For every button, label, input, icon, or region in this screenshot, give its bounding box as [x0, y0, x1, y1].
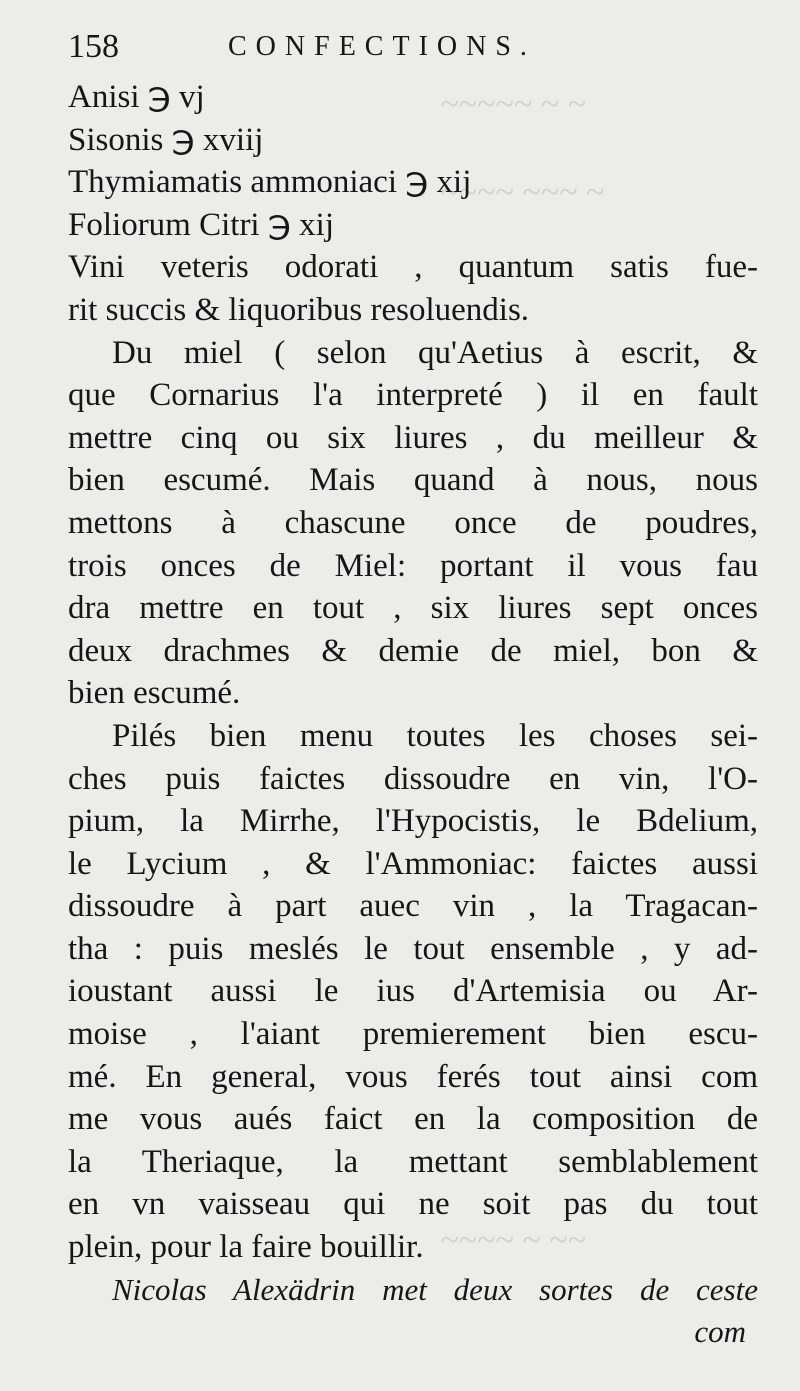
text-line: que Cornarius l'a interpreté ) il en fault — [68, 377, 758, 414]
text-line: Vini veteris odorati , quantum satis fue- — [68, 249, 758, 286]
text-line: dra mettre en tout , six liures sept onces — [68, 590, 758, 627]
text-line: Anisi ℈ vj — [68, 79, 205, 115]
text-line: me vous aués faict en la composition de — [68, 1101, 758, 1138]
text-line: Pilés bien menu toutes les choses sei- — [112, 717, 758, 754]
text-line: Thymiamatis ammoniaci ℈ xij — [68, 164, 472, 201]
text-line: mettre cinq ou six liures , du meilleur & — [68, 419, 758, 456]
text-line: bien escumé. Mais quand à nous, nous — [68, 462, 758, 499]
text-line: tha : puis meslés le tout ensemble , y ad- — [68, 930, 758, 967]
text-line: la Theriaque, la mettant semblablement — [68, 1143, 758, 1180]
text-line: dissoudre à part auec vin , la Tragacan- — [68, 888, 758, 925]
page-number: 158 — [68, 28, 119, 65]
text-line: en vn vaisseau qui ne soit pas du tout — [68, 1186, 758, 1223]
text-line: ches puis faictes dissoudre en vin, l'O- — [68, 760, 758, 797]
text-line: ioustant aussi le ius d'Artemisia ou Ar- — [68, 973, 758, 1010]
page-header — [68, 24, 768, 70]
text-line: pium, la Mirrhe, l'Hypocistis, le Bdelium, — [68, 803, 758, 840]
show-through-decoration: ~~~~ ~ ~~ — [440, 1222, 586, 1259]
text-line: mé. En general, vous ferés tout ainsi com — [68, 1058, 758, 1095]
text-line: rit succis & liquoribus resoluendis. — [68, 291, 530, 328]
text-line: deux drachmes & demie de miel, bon & — [68, 632, 758, 669]
text-line: com — [694, 1314, 746, 1350]
running-title: CONFECTIONS. — [228, 31, 536, 62]
text-line: bien escumé. — [68, 675, 241, 712]
text-line: Nicolas Alexädrin met deux sortes de ceste — [112, 1271, 758, 1307]
text-line: Foliorum Citri ℈ xij — [68, 206, 334, 243]
text-line: trois onces de Miel: portant il vous fau — [68, 547, 758, 584]
text-line: le Lycium , & l'Ammoniac: faictes aussi — [68, 845, 758, 882]
show-through-decoration: ~~~~ ~~~ ~ — [440, 174, 605, 211]
text-line: mettons à chascune once de poudres, — [68, 504, 758, 541]
text-line: plein, pour la faire bouillir. — [68, 1229, 424, 1266]
text-line: Du miel ( selon qu'Aetius à escrit, & — [112, 334, 758, 371]
show-through-decoration: ~~~~~ ~ ~ — [440, 86, 586, 123]
text-line: moise , l'aiant premierement bien escu- — [68, 1016, 758, 1053]
body-text — [68, 76, 758, 1354]
text-line: Sisonis ℈ xviij — [68, 121, 264, 158]
